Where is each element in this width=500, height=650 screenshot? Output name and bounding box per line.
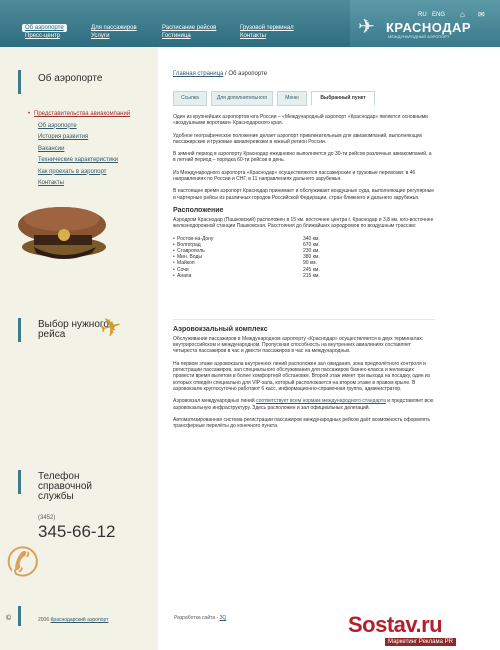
logo-subtitle: МЕЖДУНАРОДНЫЙ АЭРОПОРТ [388, 34, 450, 39]
list-item [173, 273, 435, 279]
paragraph: На первом этаже аэровокзала внутренних линий расположен зал ожидания, зона предполётного контроля и регистрации пассажиров, зал специального обслуживания для пассажиров бизнес-класса и желающих провести время вылетом в более комфортной обстановке. Второй этаж имеет три выхода на посадку, один из которых отведён специально для VIP-зала, который расположается на втором этаже в правом крыле. В аэровокзале круглосуточно работают 6 касс, информационно-справочная группа, администратор. [173, 360, 430, 392]
phone-title: Телефон справочной службы [38, 471, 92, 502]
distance-km: 380 км. [303, 254, 320, 261]
breadcrumb-current: Об аэропорте [228, 71, 268, 77]
distance-km: 340 км. [303, 235, 320, 242]
nav-hotel[interactable]: Гостиница [162, 33, 191, 39]
sidebar-item-history[interactable]: История развития [38, 134, 89, 140]
breadcrumb-home[interactable]: Главная страница [173, 71, 224, 77]
section-marker [18, 318, 21, 342]
nav-cargo[interactable]: Грузовой терминал [240, 25, 294, 31]
distance-city: Ростов-на-Дону [177, 235, 214, 242]
footer-link[interactable]: Краснодарский аэропорт [50, 617, 109, 623]
home-icon[interactable]: ⌂ [460, 10, 465, 19]
distance-km: 670 км. [303, 241, 320, 248]
flight-choice-title[interactable]: Выбор нужного рейса [38, 319, 109, 340]
paragraph: В настоящее время аэропорт Краснодар принимает и обслуживает воздушные суда, выполняющие регулярные и чартерные рейсы из различных городов Российской Федерации, стран ближнего и дальнего зарубежья. [173, 188, 435, 201]
bullet-icon: • [173, 241, 175, 248]
nav-services[interactable]: Услуги [91, 33, 110, 39]
paragraph [173, 398, 435, 411]
sidebar-item-contacts[interactable]: Контакты [38, 180, 64, 186]
distance-city: Анапа [177, 272, 192, 279]
sidebar-item-tech[interactable]: Технические характеристики [38, 157, 119, 163]
bullet-icon: • [173, 247, 175, 254]
distance-km: 230 км. [303, 247, 320, 254]
location-heading: Расположение [173, 206, 224, 214]
developer-credit [174, 615, 226, 621]
sidebar-menu [28, 111, 131, 192]
article [173, 114, 435, 435]
breadcrumb-separator: / [223, 71, 229, 77]
bullet-icon: • [173, 266, 175, 273]
sidebar-title: Об аэропорте [38, 73, 103, 84]
footer-year: 2006 [38, 617, 50, 623]
lang-eng[interactable]: ENG [432, 12, 446, 18]
nav-schedule[interactable]: Расписание рейсов [162, 25, 217, 31]
paragraph: Один из крупнейших аэропортов юга России – «Международный аэропорт «Краснодар» является основными «воздушными воротами» Краснодарского края. [173, 114, 428, 127]
paragraph: В зимний период в аэропорту Краснодар ежедневно выполняется до 30-ти рейсов различных авиакомпаний, а в летний период – порядка 60-ти рейсов в день. [173, 151, 432, 164]
nav-about[interactable]: Об аэропорте [22, 24, 67, 32]
section-marker [18, 470, 21, 494]
logo-title[interactable]: КРАСНОДАР [386, 20, 472, 35]
phone-code: (3452) [38, 515, 56, 521]
watermark-site: Sostav.ru [348, 612, 443, 637]
pilot-cap-image [14, 195, 114, 265]
distance-list [173, 236, 435, 279]
bullet-icon: • [173, 235, 175, 242]
location-text: Аэродром Краснодар (Пашковский) расположен в 15 км. восточнее центра г. Краснодар и 3,8 км. юго-восточнее железнодорожной станции Пашковская. Расстояния до ближайших аэродромов по воздушным трассам: [173, 216, 434, 230]
distance-km: 215 км. [303, 272, 320, 279]
lang-ru[interactable]: RU [418, 12, 427, 18]
breadcrumb [173, 71, 267, 77]
sidebar-item-about[interactable]: Об аэропорте [38, 122, 77, 129]
mail-icon[interactable]: ✉ [478, 10, 485, 19]
developer-label: Разработка сайта - [174, 615, 220, 621]
copyright-icon: © [6, 615, 12, 622]
top-header [0, 0, 500, 47]
tab-additional[interactable]: Для дополнительного [211, 91, 273, 106]
section-marker [18, 70, 21, 94]
paragraph-text: и представляет всю аэровокзальную инфраструктуру. Здесь расположен и зал официальных делегаций. [173, 398, 434, 411]
paragraph: Из Международного аэропорта «Краснодар» осуществляются пассажирские и грузовые перевозки: в 46 направлениях по России и СНГ, в 11 направлениях дальнего зарубежья. [173, 169, 416, 183]
distance-city: Майкоп [177, 260, 195, 267]
distance-city: Сочи [177, 266, 189, 273]
telephone-icon: ✆ [6, 541, 40, 585]
divider [173, 319, 435, 320]
terminal-heading: Аэровокзальный комплекс [173, 325, 268, 333]
developer-link[interactable]: 3Q [219, 615, 227, 621]
sidebar-item-directions[interactable]: Как проехать в аэропорт [38, 168, 107, 175]
distance-km: 90 км. [303, 260, 317, 267]
bullet-icon: • [173, 272, 175, 279]
phone-number: 345-66-12 [38, 522, 116, 541]
watermark [343, 610, 500, 650]
paragraph-text: Аэровокзал международных линий [173, 398, 257, 405]
watermark-tagline: Маркетинг Реклама PR [385, 638, 456, 646]
paragraph: Автоматизированная система регистрации пассажиров международных рейсов даёт возможность оформлять трансферные перелёты до конечного пункта. [173, 416, 431, 430]
tab-selected[interactable]: Выбранный пункт [311, 91, 375, 106]
distance-city: Ставрополь [177, 247, 205, 254]
plane-logo-icon: ✈ [358, 16, 375, 38]
paragraph: Удобное географическое положение делает аэропорт привлекательным для авиакомпаний, выполняющих пассажирские и грузовые авиаперевозки в южный регион России. [173, 132, 423, 145]
sidebar-item-representatives[interactable] [28, 111, 131, 117]
nav-passengers[interactable]: Для пассажиров [91, 25, 137, 31]
distance-km: 245 км. [303, 266, 320, 273]
tab-link[interactable]: Ссылка [173, 91, 207, 106]
paragraph: Обслуживание пассажиров в Международном аэропорту «Краснодар» осуществляется в двух терминалах: внутрироссийском и международном. Пропускная способность на внутренних авиалиниях составляет четыреста пассажиров в час и двести пассажиров в час на международных. [173, 335, 424, 355]
section-marker [18, 606, 21, 626]
bullet-icon: • [173, 260, 175, 267]
sidebar-item-vacancies[interactable]: Вакансии [38, 145, 65, 152]
standards-link[interactable]: соответствует всем нормам международного стандарта [256, 398, 386, 405]
footer-copyright [38, 617, 108, 623]
tab-menu[interactable]: Меню [277, 91, 307, 106]
nav-press[interactable]: Пресс-центр [25, 33, 61, 39]
airplane-icon: ✈ [96, 309, 126, 345]
bullet-icon: • [28, 111, 31, 117]
distance-city: Мин. Воды [177, 254, 203, 261]
distance-city: Волгоград [177, 241, 201, 248]
bullet-icon: • [173, 254, 175, 261]
logo-area [350, 0, 500, 47]
nav-contacts[interactable]: Контакты [240, 33, 266, 39]
sidebar-item-label: Представительства авиакомпаний [34, 111, 131, 117]
main-content [166, 60, 466, 635]
